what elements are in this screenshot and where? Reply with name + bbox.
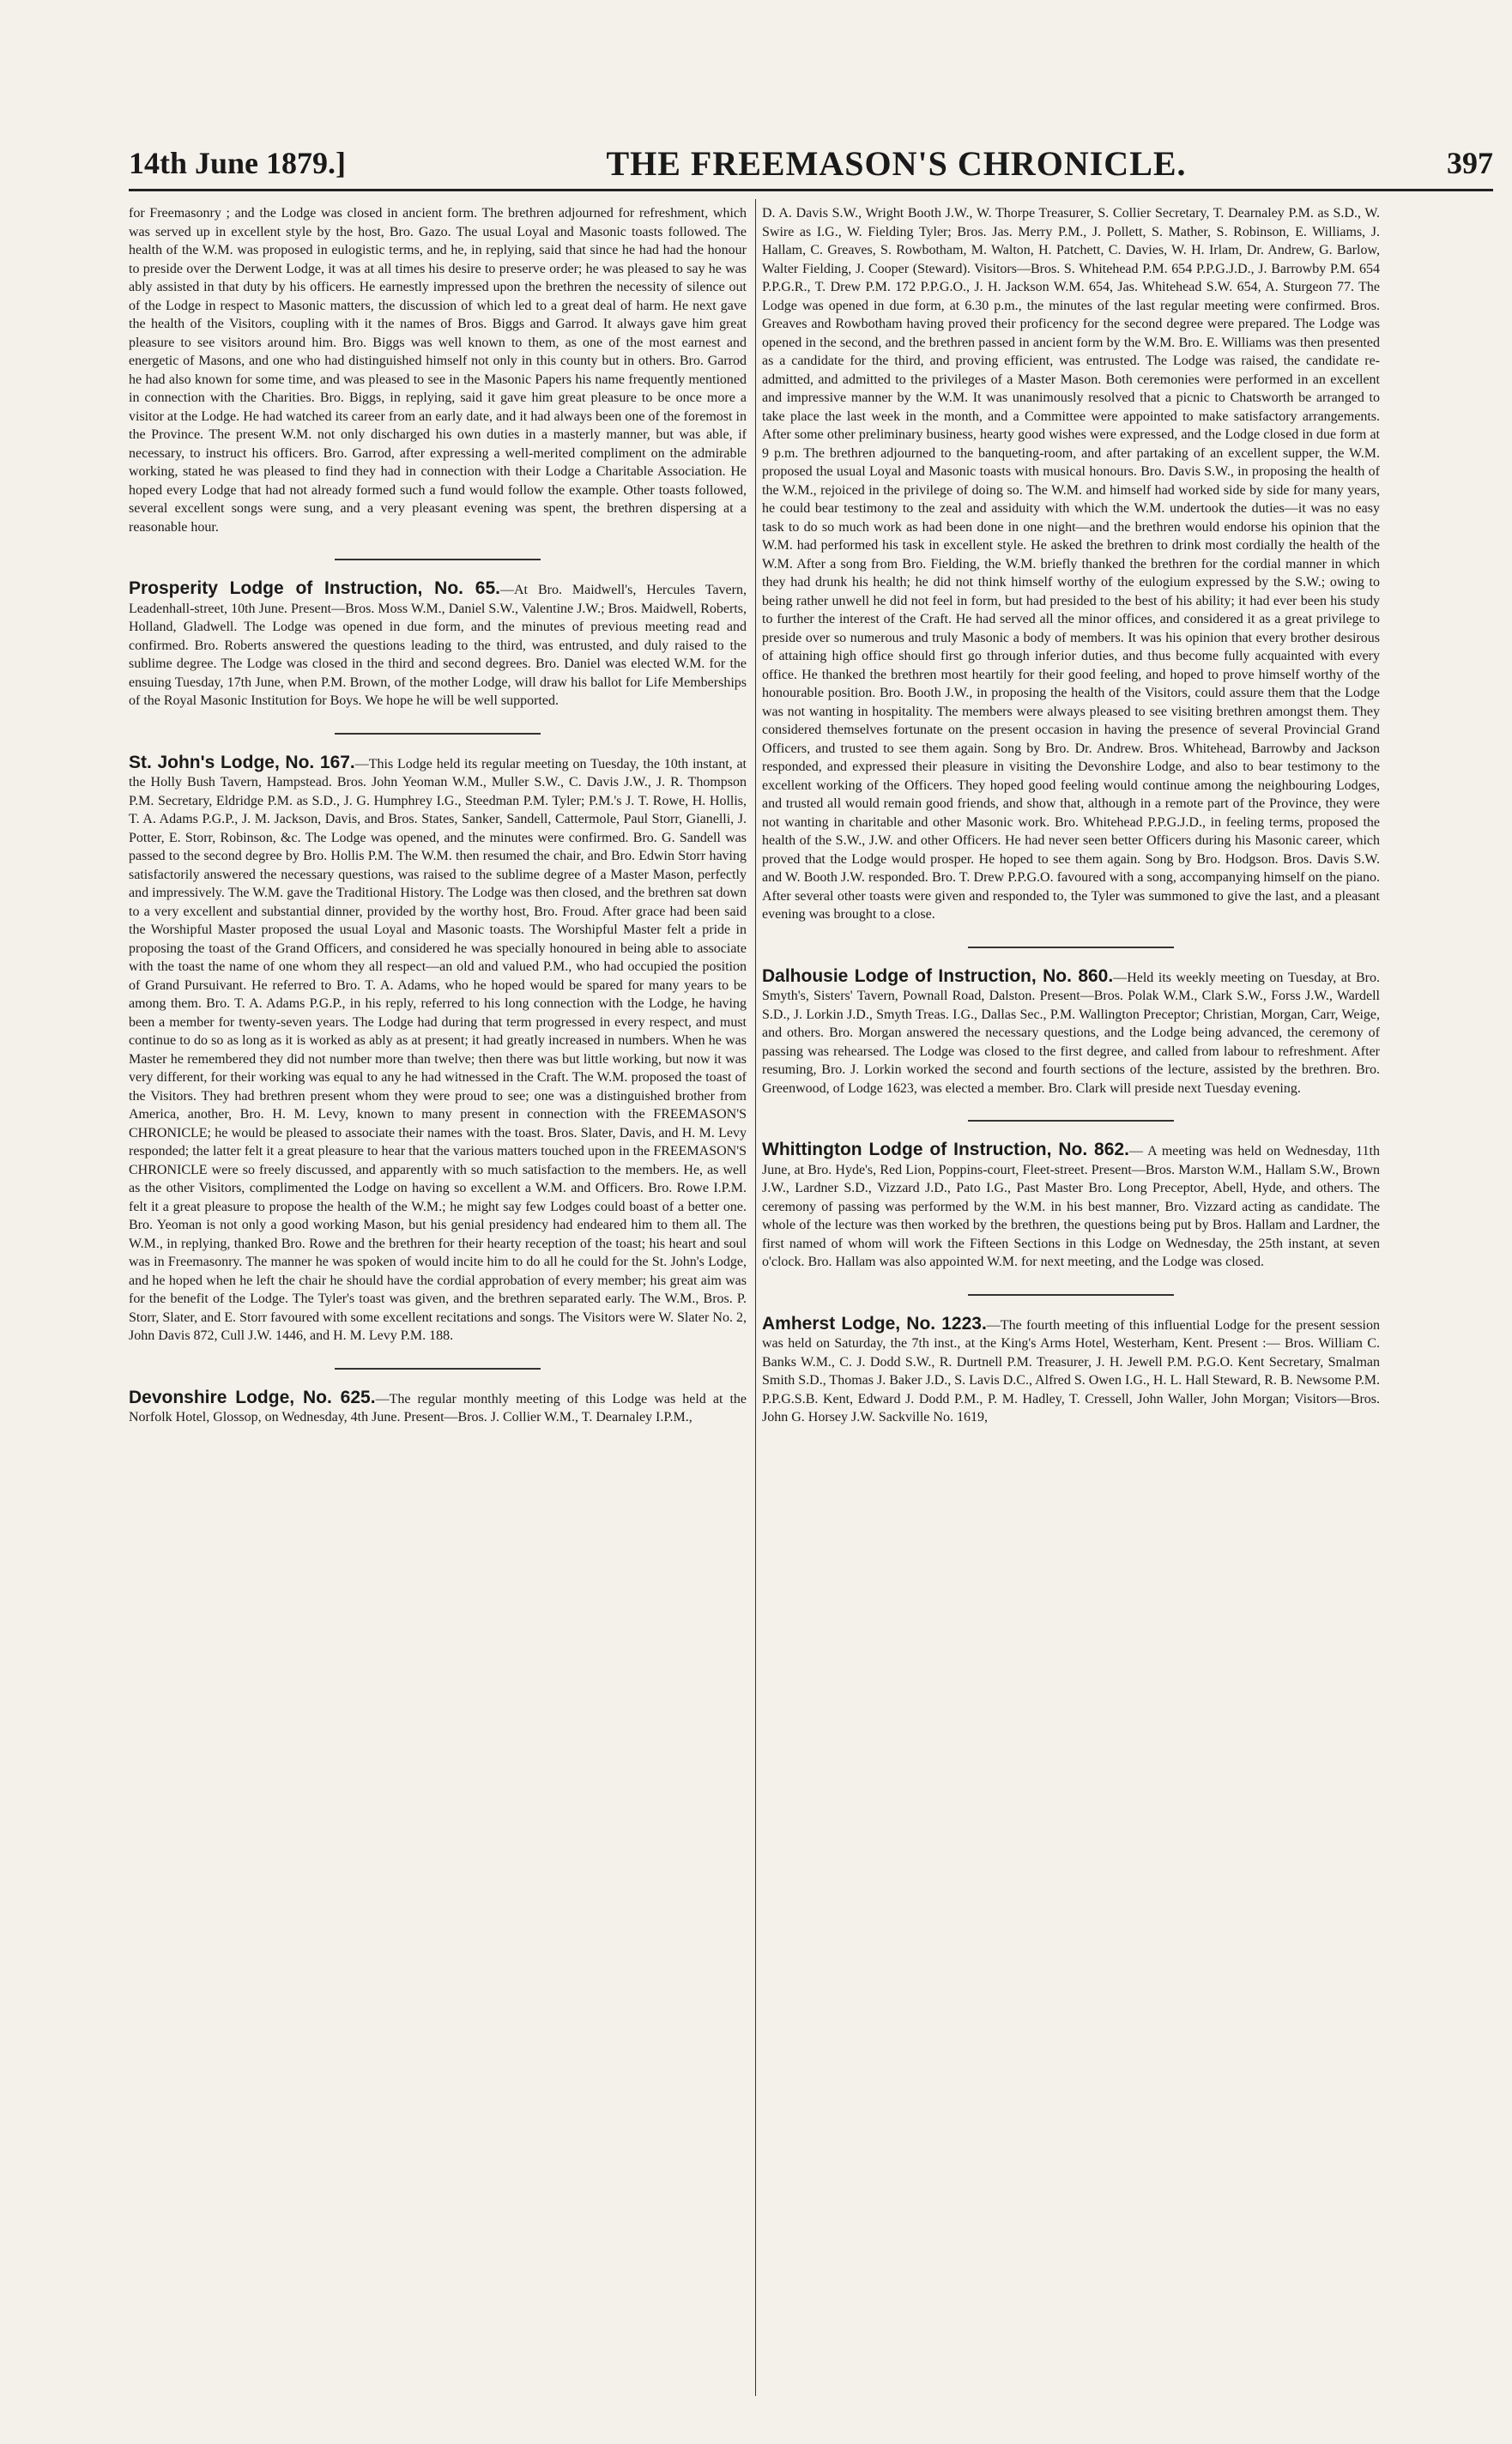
article-devonshire-continued: [762, 204, 1380, 924]
column-divider: [755, 199, 756, 2396]
article-text: —The fourth meeting of this influential Lodge for the present session was held on Saturday, the 7th inst., at the King's Arms Hotel, Westerham, Kent. Present :— Bros. William C. Banks W.M., C. J. Dodd S.W., R. Durtnell P.M. Treasurer, J. H. Jewell P.M. P.G.O. Kent Secretary, Smalman Smith S.D., Thomas J. Baker J.D., S. Lavis D.C., Alfred S. Owen I.G., H. L. Hall Steward, R. B. Newsome P.M. P.P.G.S.B. Kent, Edward J. Dodd P.M., P. M. Hadley, T. Cressell, John Waller, John Morgan; Visitors—Bros. John G. Horsey J.W. Sackville No. 1619,: [762, 1317, 1380, 1425]
article-text: —Held its weekly meeting on Tuesday, at Bro. Smyth's, Sisters' Tavern, Pownall Road, Dalston. Present—Bros. Polak W.M., Clark S.W., Forss J.W., Wardell S.D., J. Lorkin J.D., Smyth Treas. I.G., Dallas Sec., P.M. Wallington Preceptor; Christian, Morgan, Carr, Weige, and others. Bro. Morgan answered the necessary questions, and the Lodge being advanced, the ceremony of passing was rehearsed. The Lodge was closed to the first degree, and called from labour to refreshment. After resuming, Bro. J. Lorkin worked the second and fourth sections of the lecture, assisted by the brethren. Bro. Greenwood, of Lodge 1623, was elected a member. Bro. Clark will preside next Tuesday evening.: [762, 970, 1380, 1096]
article-text: for Freemasonry ; and the Lodge was closed in ancient form. The brethren adjourned for refreshment, which was served up in excellent style by the host, Bro. Gazo. The usual Loyal and Masonic toasts followed. The health of the W.M. was proposed in eulogistic terms, and he, in replying, said that since he had had the honour to preside over the Derwent Lodge, it was at all times his desire to preserve order; he was pleased to say he was ably assisted in that duty by his officers. He earnestly impressed upon the brethren the necessity of silence out of the Lodge in respect to Masonic matters, the discussion of which led to a great deal of harm. He next gave the health of the Visitors, coupling with it the names of Bros. Biggs and Garrod. It always gave him great pleasure to see visitors around him. Bro. Biggs was well known to them, as one of the most earnest and energetic of Masons, and one who had distinguished himself not only in this county but in others. Bro. Garrod he had also known for some time, and was pleased to see in the Masonic Papers his name frequently mentioned in connection with the Charities. Bro. Biggs, in replying, said it gave him great pleasure to be once more a visitor at the Lodge. He had watched its career from an early date, and it had always been one of the foremost in the Province. The present W.M. not only discharged his own duties in a masterly manner, but was able, if necessary, to instruct his officers. Bro. Garrod, after expressing a well-merited compliment on the admirable working, stated he was pleased to find they had in connection with their Lodge a Charitable Association. He hoped every Lodge that had not already formed such a fund would follow the example. Other toasts followed, several excellent songs were sung, and a very pleasant evening was spent, the brethren dispersing at a reasonable hour.: [129, 206, 747, 535]
masthead: [129, 137, 1493, 191]
article-separator: [335, 559, 541, 560]
article-text: —This Lodge held its regular meeting on Tuesday, the 10th instant, at the Holly Bush Tavern, Hampstead. Bros. John Yeoman W.M., Muller S.W., C. Davis J.W., J. R. Thompson P.M. Secretary, Eldridge P.M. as S.D., J. G. Humphrey I.G., Steedman P.M. Tyler; P.M.'s J. T. Rowe, H. Hollis, T. A. Adams P.G.P., J. M. Jackson, Davis, and Bros. States, Sanker, Sandell, Cattermole, Paul Storr, Gianelli, J. Potter, E. Storr, Robinson, &c. The Lodge was opened, and the minutes were confirmed. Bro. G. Sandell was passed to the second degree by Bro. Hollis P.M. The W.M. then resumed the chair, and Bro. Edwin Storr having satisfactorily answered the necessary questions, was raised to the sublime degree of a Master Mason, perfectly and impressively. The W.M. gave the Traditional History. The Lodge was then closed, and the brethren sat down to a very excellent and substantial dinner, provided by the worthy host, Bro. Froud. After grace had been said the Worshipful Master proposed the usual Loyal and Masonic toasts. The Worshipful Master felt a pride in proposing the toast of the Grand Officers, and considered he was specially honoured in being able to associate with the toast the name of one whom they all respect—an old and valued P.M., who had occupied the position of Grand Pursuivant. He referred to Bro. T. A. Adams, who he hoped would be spared for many years to be among them. Bro. T. A. Adams P.G.P., in his reply, referred to his long connection with the Lodge, he having been a member for twenty-seven years. The Lodge had during that term progressed in every respect, and must continue to do so as long as it is worked as ably as at present; it had greatly increased in numbers. When he was Master he remembered they did not number more than twelve; then there was but little working, but now it was very different, for their working was equal to any he had witnessed in the Craft. The W.M. proposed the toast of the Visitors. They had brethren present whom they were proud to see; one was a distinguished brother from America, another, Bro. H. M. Levy, known to many present in connection with the FREEMASON'S CHRONICLE; he would be pleased to associate their names with the toast. Bros. Slater, Davis, and H. M. Levy responded; the latter felt it a great pleasure to hear that the various matters touched upon in the FREEMASON'S CHRONICLE were so freely discussed, and apparently with so much satisfaction to the members. He, as well as the other Visitors, complimented the Lodge on having so excellent a W.M. and Officers. Bro. Rowe I.P.M. felt it a great pleasure to propose the health of the W.M.; he might say few Lodges could boast of a better one. Bro. Yeoman is not only a good working Mason, but his genial presidency had endeared him to them all. The W.M., in replying, thanked Bro. Rowe and the brethren for their hearty reception of the toast; his heart and soul was in Freemasonry. The manner he was spoken of would incite him to do all he could for the St. John's Lodge, and he hoped when he left the chair he should have the cordial approbation of every member; his great aim was for the benefit of the Lodge. The Tyler's toast was given, and the brethren separated early. The W.M., Bros. P. Storr, Slater, and E. Storr favoured with some excellent recitations and songs. The Visitors were W. Slater No. 2, John Davis 872, Cull J.W. 1446, and H. M. Levy P.M. 188.: [129, 756, 747, 1343]
article-devonshire-lodge: [129, 1388, 747, 1427]
article-separator: [968, 1120, 1174, 1122]
article-separator: [335, 733, 541, 735]
article-heading: Amherst Lodge, No. 1223.: [762, 1313, 987, 1334]
issue-date: 14th June 1879.]: [129, 146, 347, 180]
article-st-johns-lodge: [129, 753, 747, 1346]
article-heading: Prosperity Lodge of Instruction, No. 65.: [129, 578, 500, 598]
article-prosperity-lodge: [129, 579, 747, 711]
article-text: —The regular monthly meeting of this Lodge was held at the Norfolk Hotel, Glossop, on Wednesday, 4th June. Present—Bros. J. Collier W.M., T. Dearnaley I.P.M.,: [129, 1391, 747, 1425]
article-heading: Dalhousie Lodge of Instruction, No. 860.: [762, 965, 1114, 986]
article-amherst-lodge: [762, 1315, 1380, 1427]
article-heading: Devonshire Lodge, No. 625.: [129, 1387, 376, 1407]
article-text: D. A. Davis S.W., Wright Booth J.W., W. Thorpe Treasurer, S. Collier Secretary, T. Dearnaley P.M. as S.D., W. Swire as I.G., W. Fielding Tyler; Bros. Jas. Merry P.M., J. Pollett, S. Mather, S. Robinson, E. Williams, J. Hallam, C. Greaves, S. Rowbotham, M. Walton, H. Patchett, C. Davies, W. H. Irlam, Dr. Andrew, G. Barlow, Walter Fielding, J. Cooper (Steward). Visitors—Bros. S. Whitehead P.M. 654 P.P.G.J.D., J. Barrowby P.M. 654 P.P.G.R., T. Drew P.M. 172 P.P.G.O., J. H. Jackson W.M. 654, Jas. Whitehead S.W. 654, A. Sturgeon 77. The Lodge was opened in due form, at 6.30 p.m., the minutes of the last regular meeting were confirmed. Bros. Greaves and Rowbotham having proved their proficency for the second degree were prepared. The Lodge was opened in the second, and the brethren passed in ancient form by the W.M. Bro. E. Williams was then presented as a candidate for the third, and proving efficient, was entrusted. The Lodge was raised, the candidate re-admitted, and admitted to the privileges of a Master Mason. Both ceremonies were performed in an excellent and impressive manner by the W.M. It was unanimously resolved that a picnic to Chatsworth be arranged to take place the last week in the month, and a Committee were appointed to make satisfactory arrangements. After some other preliminary business, hearty good wishes were expressed, and the Lodge closed in due form at 9 p.m. The brethren adjourned to the banqueting-room, and after partaking of an excellent supper, the W.M. proposed the usual Loyal and Masonic toasts with musical honours. Bro. Davis S.W., in proposing the health of the W.M., rejoiced in the privilege of doing so. The W.M. and himself had worked side by side for many years, he could bear testimony to the zeal and assiduity with which the W.M. undertook the duties—it was no easy task to do so much work as had been done in one night—and the brethren would endorse his opinion that the W.M. had performed his task in excellent style. He asked the brethren to drink most cordially the health of the W.M. After a song from Bro. Fielding, the W.M. briefly thanked the brethren for the cordial manner in which they had drunk his health; he did not think himself worthy of the eulogium expressed by the S.W.; owing to being rather unwell he did not feel in form, but had presided to the best of his ability; it had ever been his study to further the interest of the Craft. He had served all the minor offices, and considered it as a great privilege to preside over so numerous and truly Masonic a body of members. It was his opinion that every brother desirous of attaining high office should first go through inferior duties, and thus become fully acquainted with every office. He thanked the brethren most heartily for their good feeling, and hoped to prove himself worthy of the honourable position. Bro. Booth J.W., in proposing the health of the Visitors, could assure them that the Lodge was not wanting in hospitality. The members were always pleased to see visiting brethren amongst them. They considered themselves fortunate on the present occasion in having the presence of several Provincial Grand Officers, and trusted to see them again. Song by Bro. Dr. Andrew. Bros. Whitehead, Barrowby and Jackson responded, and expressed their pleasure in visiting the Devonshire Lodge, and also to bear testimony to the excellent working of the Officers. They hoped good feeling would continue among the neighbouring Lodges, and trusted all would remain good friends, and show that, although in a remote part of the Province, they were not wanting in charitable and other Masonic work. Bro. Whitehead P.P.G.J.D., in feeling terms, proposed the health of the S.W., J.W. and other Officers. He had never seen better Officers during his Masonic career, which proved that the Lodge would prosper. He hoped to see them again. Song by Bro. Hodgson. Bros. Davis S.W. and W. Booth J.W. responded. Bro. T. Drew P.P.G.O. favoured with a song, accompanying himself on the piano. After several other toasts were given and responded to, the Tyler was summoned to give the last, and a pleasant evening was brought to a close.: [762, 206, 1380, 922]
publication-title: THE FREEMASON'S CHRONICLE.: [606, 143, 1187, 183]
article-separator: [335, 1368, 541, 1370]
article-heading: Whittington Lodge of Instruction, No. 862.: [762, 1140, 1129, 1159]
article-continuation: [129, 204, 747, 536]
article-separator: [968, 947, 1174, 948]
article-text: — A meeting was held on Wednesday, 11th June, at Bro. Hyde's, Red Lion, Poppins-court, Fleet-street. Present—Bros. Marston W.M., Hallam S.W., Brown J.W., Lardner S.D., Vizzard J.D., Pato I.G., Past Master Bro. Long Preceptor, Abell, Hyde, and others. The ceremony of passing was performed by the W.M. in his best manner, Bro. Vizzard acting as candidate. The whole of the lecture was then worked by the brethren, the questions being put by Bros. Hallam and Lardner, the first named of whom will work the Fifteen Sections in this Lodge on Wednesday, the 25th instant, at seven o'clock. Bro. Hallam was also appointed W.M. for next meeting, and the Lodge was closed.: [762, 1144, 1380, 1269]
article-separator: [968, 1294, 1174, 1296]
article-text: —At Bro. Maidwell's, Hercules Tavern, Leadenhall-street, 10th June. Present—Bros. Moss W.M., Daniel S.W., Valentine J.W.; Bros. Maidwell, Roberts, Holland, Gladwell. The Lodge was opened in due form, and the minutes of previous meeting read and confirmed. Bro. Roberts answered the questions leading to the third, was entrusted, and duly raised to the sublime degree. The Lodge was closed in the third and second degrees. Bro. Daniel was elected W.M. for the ensuing Tuesday, 17th June, when P.M. Brown, of the mother Lodge, will draw his ballot for Life Memberships of the Royal Masonic Institution for Boys. We hope he will be well supported.: [129, 583, 747, 708]
left-column: [129, 204, 747, 2401]
right-column: [762, 204, 1380, 2401]
page-number: 397: [1446, 146, 1493, 180]
article-whittington-lodge: [762, 1140, 1380, 1272]
article-heading: St. John's Lodge, No. 167.: [129, 752, 355, 772]
article-dalhousie-lodge: [762, 967, 1380, 1098]
